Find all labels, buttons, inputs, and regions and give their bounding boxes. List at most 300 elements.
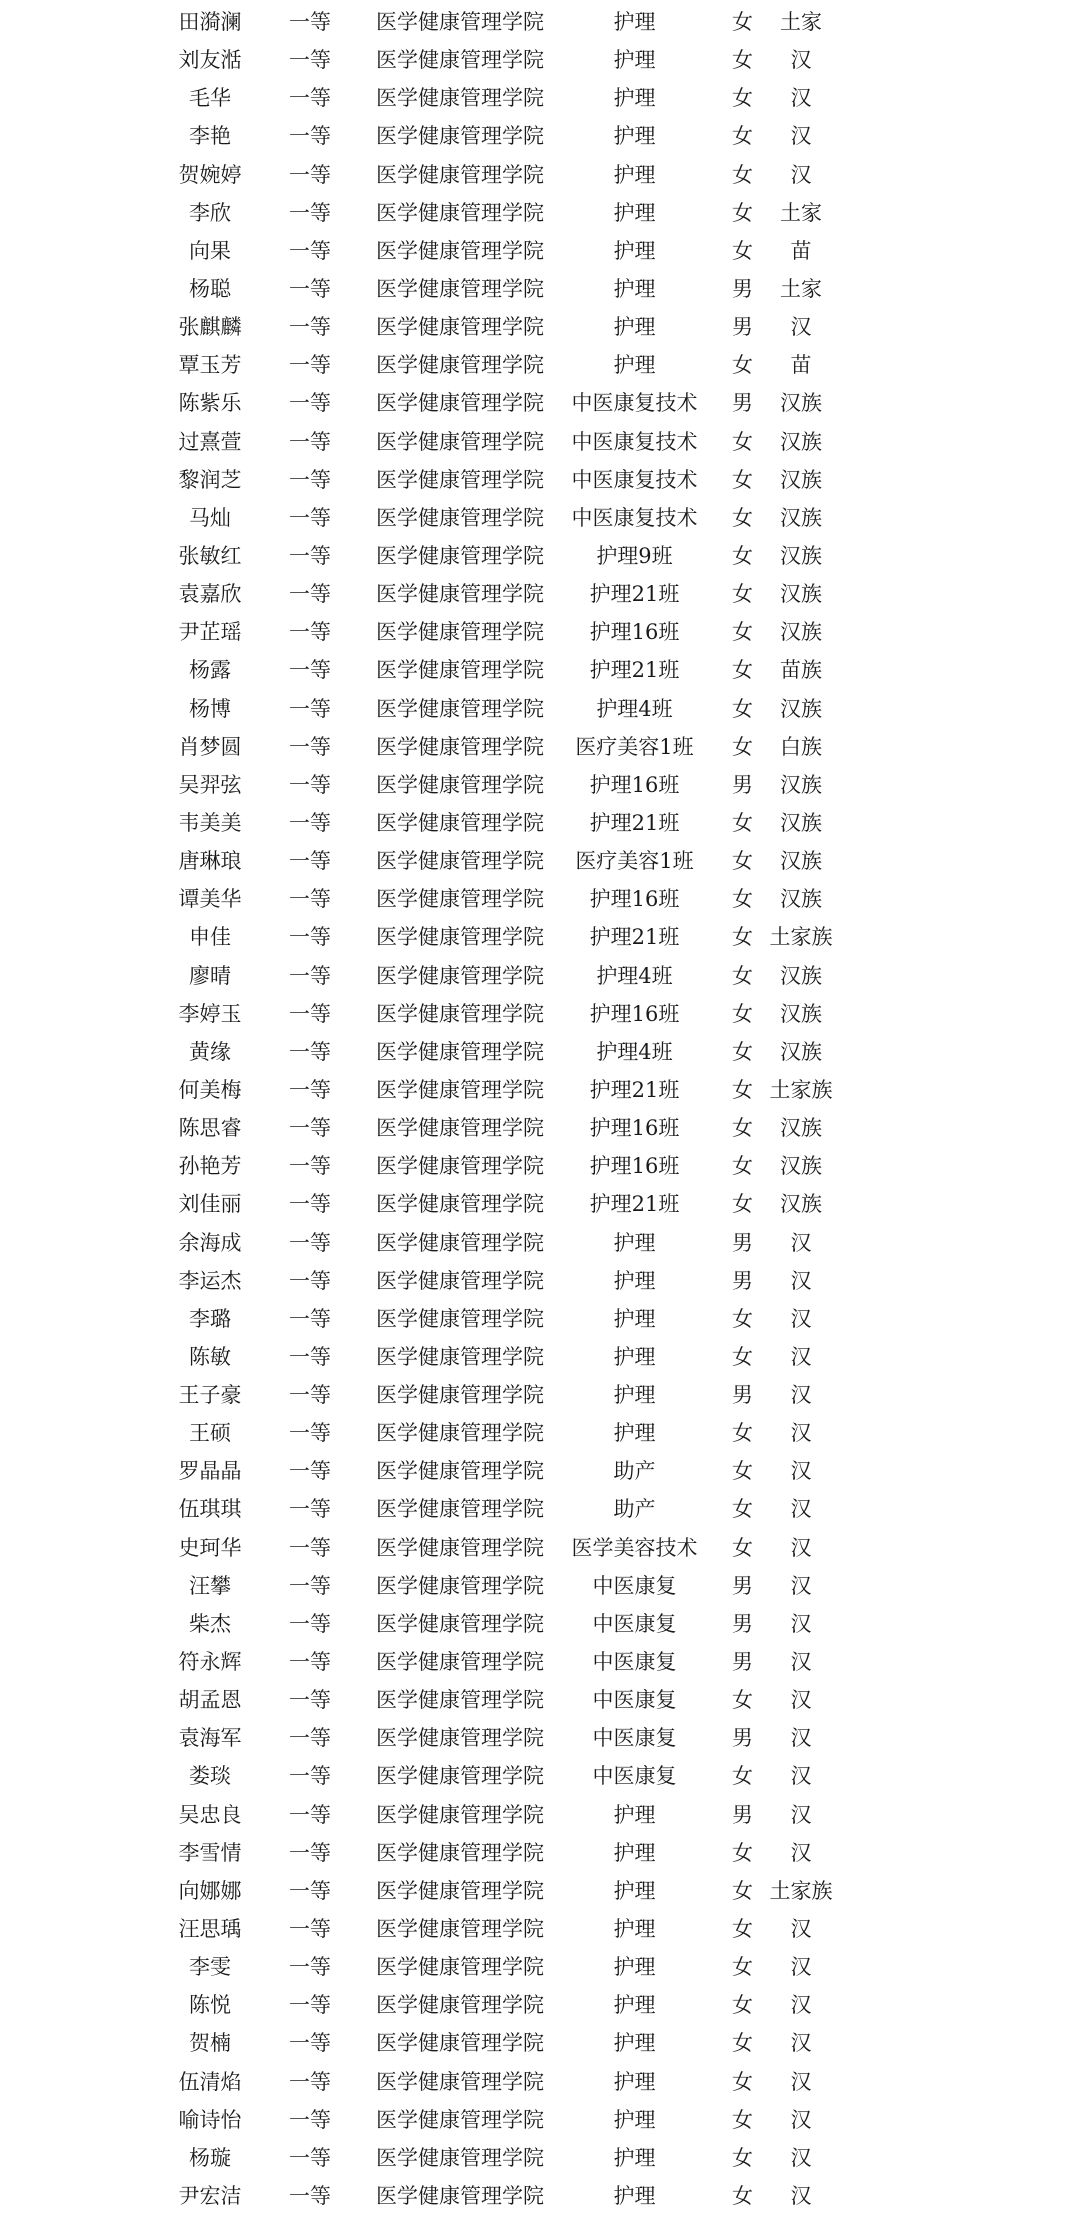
roster-row — [0, 1757, 1080, 1795]
school-name-cell: 医学健康管理学院 — [376, 2031, 544, 2056]
award-level-cell: 一等 — [289, 887, 331, 912]
gender-cell: 女 — [732, 1459, 753, 1484]
school-name-cell: 医学健康管理学院 — [376, 1917, 544, 1942]
award-level-cell: 一等 — [289, 1268, 331, 1293]
gender-cell: 女 — [732, 1764, 753, 1789]
roster-row — [0, 194, 1080, 232]
roster-row — [0, 918, 1080, 956]
award-level-cell: 一等 — [289, 86, 331, 111]
gender-cell: 女 — [732, 696, 753, 721]
student-name-cell: 谭美华 — [178, 887, 242, 912]
major-class-cell: 护理4班 — [596, 696, 673, 721]
school-name-cell: 医学健康管理学院 — [376, 925, 544, 950]
student-name-cell: 贺楠 — [189, 2031, 231, 2056]
gender-cell: 女 — [732, 2184, 753, 2209]
student-name-cell: 李欣 — [189, 200, 231, 225]
award-level-cell: 一等 — [289, 1421, 331, 1446]
roster-row — [0, 461, 1080, 499]
roster-row — [0, 1567, 1080, 1605]
student-name-cell: 何美梅 — [178, 1077, 242, 1102]
roster-row — [0, 880, 1080, 918]
major-class-cell: 护理 — [613, 1268, 656, 1293]
major-class-cell: 中医康复 — [592, 1650, 677, 1675]
gender-cell: 女 — [732, 353, 753, 378]
school-name-cell: 医学健康管理学院 — [376, 1077, 544, 1102]
roster-row — [0, 2101, 1080, 2139]
award-level-cell: 一等 — [289, 1955, 331, 1980]
ethnicity-cell: 土家族 — [769, 1077, 833, 1102]
student-name-cell: 陈敏 — [189, 1344, 231, 1369]
major-class-cell: 护理16班 — [589, 772, 680, 797]
ethnicity-cell: 汉族 — [780, 620, 822, 645]
major-class-cell: 护理4班 — [596, 1039, 673, 1064]
student-name-cell: 孙艳芳 — [178, 1154, 242, 1179]
award-level-cell: 一等 — [289, 124, 331, 149]
ethnicity-cell: 土家 — [780, 10, 822, 34]
ethnicity-cell: 汉族 — [780, 582, 822, 607]
ethnicity-cell: 汉 — [790, 1383, 812, 1408]
award-level-cell: 一等 — [289, 734, 331, 759]
award-level-cell: 一等 — [289, 620, 331, 645]
student-name-cell: 尹芷瑶 — [178, 620, 242, 645]
roster-row — [0, 1681, 1080, 1719]
student-name-cell: 杨聪 — [189, 276, 231, 301]
student-name-cell: 李璐 — [189, 1306, 231, 1331]
award-level-cell: 一等 — [289, 200, 331, 225]
gender-cell: 女 — [732, 887, 753, 912]
roster-row — [0, 3, 1080, 41]
award-level-cell: 一等 — [289, 353, 331, 378]
award-level-cell: 一等 — [289, 162, 331, 187]
roster-row — [0, 1529, 1080, 1567]
school-name-cell: 医学健康管理学院 — [376, 238, 544, 263]
major-class-cell: 护理 — [613, 124, 656, 149]
student-name-cell: 伍琪琪 — [178, 1497, 242, 1522]
roster-row — [0, 995, 1080, 1033]
school-name-cell: 医学健康管理学院 — [376, 2069, 544, 2094]
major-class-cell: 护理 — [613, 1993, 656, 2018]
gender-cell: 女 — [732, 162, 753, 187]
major-class-cell: 护理21班 — [589, 582, 680, 607]
gender-cell: 女 — [732, 2069, 753, 2094]
award-level-cell: 一等 — [289, 696, 331, 721]
gender-cell: 女 — [732, 810, 753, 835]
gender-cell: 男 — [732, 315, 753, 340]
ethnicity-cell: 汉 — [790, 48, 812, 73]
ethnicity-cell: 汉 — [790, 1497, 812, 1522]
major-class-cell: 护理 — [613, 162, 656, 187]
ethnicity-cell: 汉族 — [780, 1192, 822, 1217]
major-class-cell: 护理 — [613, 1840, 656, 1865]
gender-cell: 女 — [732, 2107, 753, 2132]
award-level-cell: 一等 — [289, 1154, 331, 1179]
award-level-cell: 一等 — [289, 658, 331, 683]
student-name-cell: 李雪情 — [178, 1840, 242, 1865]
gender-cell: 女 — [732, 1688, 753, 1713]
roster-row — [0, 232, 1080, 270]
student-name-cell: 张麒麟 — [178, 315, 242, 340]
roster-row — [0, 1262, 1080, 1300]
roster-row — [0, 1300, 1080, 1338]
roster-row — [0, 1071, 1080, 1109]
award-level-cell: 一等 — [289, 238, 331, 263]
student-name-cell: 袁海军 — [178, 1726, 242, 1751]
gender-cell: 女 — [732, 10, 753, 34]
ethnicity-cell: 汉族 — [780, 1116, 822, 1141]
student-name-cell: 余海成 — [178, 1230, 242, 1255]
ethnicity-cell: 汉 — [790, 1993, 812, 2018]
school-name-cell: 医学健康管理学院 — [376, 1421, 544, 1446]
ethnicity-cell: 苗 — [790, 238, 812, 263]
major-class-cell: 护理16班 — [589, 1154, 680, 1179]
roster-row — [0, 384, 1080, 422]
gender-cell: 女 — [732, 734, 753, 759]
ethnicity-cell: 汉族 — [780, 887, 822, 912]
school-name-cell: 医学健康管理学院 — [376, 1459, 544, 1484]
major-class-cell: 医疗美容1班 — [575, 849, 694, 874]
school-name-cell: 医学健康管理学院 — [376, 48, 544, 73]
award-roster-list — [0, 3, 1080, 2215]
ethnicity-cell: 汉 — [790, 162, 812, 187]
student-name-cell: 向娜娜 — [178, 1878, 242, 1903]
major-class-cell: 护理 — [613, 276, 656, 301]
student-name-cell: 王子豪 — [178, 1383, 242, 1408]
school-name-cell: 医学健康管理学院 — [376, 582, 544, 607]
roster-row — [0, 1834, 1080, 1872]
roster-row — [0, 156, 1080, 194]
major-class-cell: 护理 — [613, 315, 656, 340]
gender-cell: 女 — [732, 200, 753, 225]
roster-row — [0, 2139, 1080, 2177]
gender-cell: 女 — [732, 238, 753, 263]
school-name-cell: 医学健康管理学院 — [376, 1611, 544, 1636]
school-name-cell: 医学健康管理学院 — [376, 1116, 544, 1141]
roster-row — [0, 1109, 1080, 1147]
ethnicity-cell: 汉 — [790, 2145, 812, 2170]
school-name-cell: 医学健康管理学院 — [376, 1802, 544, 1827]
award-level-cell: 一等 — [289, 1840, 331, 1865]
school-name-cell: 医学健康管理学院 — [376, 1344, 544, 1369]
ethnicity-cell: 汉 — [790, 1611, 812, 1636]
gender-cell: 女 — [732, 1993, 753, 2018]
gender-cell: 男 — [732, 391, 753, 416]
ethnicity-cell: 汉族 — [780, 467, 822, 492]
gender-cell: 男 — [732, 1611, 753, 1636]
ethnicity-cell: 汉族 — [780, 1001, 822, 1026]
school-name-cell: 医学健康管理学院 — [376, 887, 544, 912]
ethnicity-cell: 汉 — [790, 2107, 812, 2132]
award-level-cell: 一等 — [289, 2184, 331, 2209]
award-level-cell: 一等 — [289, 1726, 331, 1751]
ethnicity-cell: 土家族 — [769, 925, 833, 950]
school-name-cell: 医学健康管理学院 — [376, 734, 544, 759]
student-name-cell: 喻诗怡 — [178, 2107, 242, 2132]
major-class-cell: 护理 — [613, 1878, 656, 1903]
student-name-cell: 唐琳琅 — [178, 849, 242, 874]
ethnicity-cell: 汉 — [790, 1421, 812, 1446]
roster-row — [0, 1643, 1080, 1681]
award-level-cell: 一等 — [289, 2069, 331, 2094]
student-name-cell: 覃玉芳 — [178, 353, 242, 378]
gender-cell: 女 — [732, 1535, 753, 1560]
roster-row — [0, 575, 1080, 613]
major-class-cell: 护理 — [613, 1917, 656, 1942]
roster-row — [0, 1033, 1080, 1071]
school-name-cell: 医学健康管理学院 — [376, 1001, 544, 1026]
roster-row — [0, 499, 1080, 537]
award-level-cell: 一等 — [289, 2107, 331, 2132]
roster-row — [0, 2024, 1080, 2062]
gender-cell: 男 — [732, 276, 753, 301]
school-name-cell: 医学健康管理学院 — [376, 1726, 544, 1751]
school-name-cell: 医学健康管理学院 — [376, 1993, 544, 2018]
major-class-cell: 中医康复 — [592, 1726, 677, 1751]
ethnicity-cell: 汉族 — [780, 1039, 822, 1064]
major-class-cell: 助产 — [613, 1497, 656, 1522]
school-name-cell: 医学健康管理学院 — [376, 963, 544, 988]
major-class-cell: 中医康复 — [592, 1573, 677, 1598]
ethnicity-cell: 汉 — [790, 1268, 812, 1293]
student-name-cell: 娄琰 — [189, 1764, 231, 1789]
school-name-cell: 医学健康管理学院 — [376, 276, 544, 301]
gender-cell: 女 — [732, 963, 753, 988]
school-name-cell: 医学健康管理学院 — [376, 2145, 544, 2170]
gender-cell: 女 — [732, 467, 753, 492]
school-name-cell: 医学健康管理学院 — [376, 353, 544, 378]
award-level-cell: 一等 — [289, 2031, 331, 2056]
gender-cell: 男 — [732, 1573, 753, 1598]
roster-row — [0, 2063, 1080, 2101]
school-name-cell: 医学健康管理学院 — [376, 1268, 544, 1293]
major-class-cell: 护理 — [613, 2184, 656, 2209]
major-class-cell: 中医康复技术 — [571, 391, 698, 416]
school-name-cell: 医学健康管理学院 — [376, 315, 544, 340]
major-class-cell: 中医康复技术 — [571, 467, 698, 492]
major-class-cell: 护理 — [613, 1802, 656, 1827]
gender-cell: 女 — [732, 1001, 753, 1026]
gender-cell: 男 — [732, 1726, 753, 1751]
major-class-cell: 中医康复 — [592, 1764, 677, 1789]
roster-row — [0, 690, 1080, 728]
school-name-cell: 医学健康管理学院 — [376, 1688, 544, 1713]
gender-cell: 女 — [732, 48, 753, 73]
ethnicity-cell: 土家 — [780, 200, 822, 225]
student-name-cell: 韦美美 — [178, 810, 242, 835]
roster-row — [0, 346, 1080, 384]
gender-cell: 男 — [732, 1383, 753, 1408]
major-class-cell: 护理 — [613, 48, 656, 73]
school-name-cell: 医学健康管理学院 — [376, 467, 544, 492]
roster-row — [0, 1185, 1080, 1223]
roster-row — [0, 728, 1080, 766]
student-name-cell: 贺婉婷 — [178, 162, 242, 187]
roster-row — [0, 423, 1080, 461]
student-name-cell: 黎润芝 — [178, 467, 242, 492]
ethnicity-cell: 白族 — [780, 734, 822, 759]
school-name-cell: 医学健康管理学院 — [376, 1650, 544, 1675]
award-level-cell: 一等 — [289, 582, 331, 607]
gender-cell: 女 — [732, 1344, 753, 1369]
ethnicity-cell: 汉族 — [780, 505, 822, 530]
major-class-cell: 护理 — [613, 238, 656, 263]
major-class-cell: 助产 — [613, 1459, 656, 1484]
award-level-cell: 一等 — [289, 963, 331, 988]
major-class-cell: 护理 — [613, 1230, 656, 1255]
roster-row — [0, 1414, 1080, 1452]
ethnicity-cell: 汉族 — [780, 543, 822, 568]
major-class-cell: 护理 — [613, 2145, 656, 2170]
student-name-cell: 陈悦 — [189, 1993, 231, 2018]
gender-cell: 女 — [732, 658, 753, 683]
award-level-cell: 一等 — [289, 1993, 331, 2018]
award-level-cell: 一等 — [289, 1650, 331, 1675]
ethnicity-cell: 汉 — [790, 2069, 812, 2094]
gender-cell: 女 — [732, 1116, 753, 1141]
ethnicity-cell: 汉 — [790, 1230, 812, 1255]
ethnicity-cell: 汉族 — [780, 772, 822, 797]
roster-row — [0, 308, 1080, 346]
award-level-cell: 一等 — [289, 1802, 331, 1827]
roster-row — [0, 2177, 1080, 2215]
ethnicity-cell: 汉 — [790, 2184, 812, 2209]
roster-row — [0, 804, 1080, 842]
student-name-cell: 李雯 — [189, 1955, 231, 1980]
roster-row — [0, 1452, 1080, 1490]
gender-cell: 女 — [732, 543, 753, 568]
student-name-cell: 尹宏洁 — [178, 2184, 242, 2209]
major-class-cell: 中医康复技术 — [571, 505, 698, 530]
student-name-cell: 李婷玉 — [178, 1001, 242, 1026]
student-name-cell: 陈紫乐 — [178, 391, 242, 416]
gender-cell: 女 — [732, 1878, 753, 1903]
award-level-cell: 一等 — [289, 1116, 331, 1141]
school-name-cell: 医学健康管理学院 — [376, 1306, 544, 1331]
student-name-cell: 廖晴 — [189, 963, 231, 988]
ethnicity-cell: 汉 — [790, 1764, 812, 1789]
award-level-cell: 一等 — [289, 1192, 331, 1217]
roster-row — [0, 1796, 1080, 1834]
major-class-cell: 护理 — [613, 1955, 656, 1980]
student-name-cell: 史珂华 — [178, 1535, 242, 1560]
roster-row — [0, 651, 1080, 689]
roster-row — [0, 1986, 1080, 2024]
student-name-cell: 陈思睿 — [178, 1116, 242, 1141]
school-name-cell: 医学健康管理学院 — [376, 1955, 544, 1980]
roster-row — [0, 1147, 1080, 1185]
ethnicity-cell: 汉族 — [780, 810, 822, 835]
student-name-cell: 毛华 — [189, 86, 231, 111]
ethnicity-cell: 汉 — [790, 1344, 812, 1369]
award-level-cell: 一等 — [289, 1917, 331, 1942]
school-name-cell: 医学健康管理学院 — [376, 1192, 544, 1217]
ethnicity-cell: 汉族 — [780, 429, 822, 454]
ethnicity-cell: 汉族 — [780, 391, 822, 416]
ethnicity-cell: 汉 — [790, 1459, 812, 1484]
award-level-cell: 一等 — [289, 1573, 331, 1598]
student-name-cell: 王硕 — [189, 1421, 231, 1446]
major-class-cell: 中医康复 — [592, 1688, 677, 1713]
ethnicity-cell: 汉 — [790, 1840, 812, 1865]
award-level-cell: 一等 — [289, 1688, 331, 1713]
award-level-cell: 一等 — [289, 2145, 331, 2170]
gender-cell: 女 — [732, 1421, 753, 1446]
student-name-cell: 李艳 — [189, 124, 231, 149]
roster-row — [0, 1719, 1080, 1757]
student-name-cell: 伍清焰 — [178, 2069, 242, 2094]
gender-cell: 女 — [732, 1154, 753, 1179]
student-name-cell: 符永辉 — [178, 1650, 242, 1675]
major-class-cell: 护理 — [613, 1421, 656, 1446]
award-level-cell: 一等 — [289, 1344, 331, 1369]
school-name-cell: 医学健康管理学院 — [376, 620, 544, 645]
student-name-cell: 汪思瑀 — [178, 1917, 242, 1942]
gender-cell: 女 — [732, 925, 753, 950]
gender-cell: 男 — [732, 1230, 753, 1255]
award-level-cell: 一等 — [289, 1459, 331, 1484]
ethnicity-cell: 汉 — [790, 1573, 812, 1598]
gender-cell: 男 — [732, 1650, 753, 1675]
student-name-cell: 马灿 — [189, 505, 231, 530]
school-name-cell: 医学健康管理学院 — [376, 429, 544, 454]
student-name-cell: 柴杰 — [189, 1611, 231, 1636]
roster-row — [0, 1376, 1080, 1414]
gender-cell: 女 — [732, 1840, 753, 1865]
gender-cell: 女 — [732, 1192, 753, 1217]
roster-row — [0, 270, 1080, 308]
roster-row — [0, 957, 1080, 995]
student-name-cell: 张敏红 — [178, 543, 242, 568]
major-class-cell: 护理16班 — [589, 1116, 680, 1141]
major-class-cell: 护理21班 — [589, 925, 680, 950]
student-name-cell: 申佳 — [189, 925, 231, 950]
gender-cell: 女 — [732, 620, 753, 645]
award-level-cell: 一等 — [289, 10, 331, 34]
ethnicity-cell: 汉 — [790, 86, 812, 111]
award-level-cell: 一等 — [289, 543, 331, 568]
school-name-cell: 医学健康管理学院 — [376, 505, 544, 530]
roster-row — [0, 842, 1080, 880]
award-level-cell: 一等 — [289, 48, 331, 73]
school-name-cell: 医学健康管理学院 — [376, 1535, 544, 1560]
award-level-cell: 一等 — [289, 315, 331, 340]
roster-row — [0, 1948, 1080, 1986]
award-level-cell: 一等 — [289, 505, 331, 530]
gender-cell: 女 — [732, 505, 753, 530]
school-name-cell: 医学健康管理学院 — [376, 810, 544, 835]
ethnicity-cell: 苗 — [790, 353, 812, 378]
student-name-cell: 过熹萱 — [178, 429, 242, 454]
student-name-cell: 吴忠良 — [178, 1802, 242, 1827]
gender-cell: 女 — [732, 1955, 753, 1980]
ethnicity-cell: 土家族 — [769, 1878, 833, 1903]
gender-cell: 女 — [732, 1039, 753, 1064]
student-name-cell: 黄缘 — [189, 1039, 231, 1064]
major-class-cell: 护理21班 — [589, 658, 680, 683]
ethnicity-cell: 汉 — [790, 1955, 812, 1980]
school-name-cell: 医学健康管理学院 — [376, 543, 544, 568]
student-name-cell: 杨博 — [189, 696, 231, 721]
major-class-cell: 护理 — [613, 10, 656, 34]
major-class-cell: 护理21班 — [589, 1192, 680, 1217]
school-name-cell: 医学健康管理学院 — [376, 2107, 544, 2132]
roster-row — [0, 41, 1080, 79]
student-name-cell: 肖梦圆 — [178, 734, 242, 759]
gender-cell: 女 — [732, 1917, 753, 1942]
major-class-cell: 中医康复 — [592, 1611, 677, 1636]
ethnicity-cell: 汉 — [790, 1535, 812, 1560]
school-name-cell: 医学健康管理学院 — [376, 1840, 544, 1865]
award-level-cell: 一等 — [289, 810, 331, 835]
